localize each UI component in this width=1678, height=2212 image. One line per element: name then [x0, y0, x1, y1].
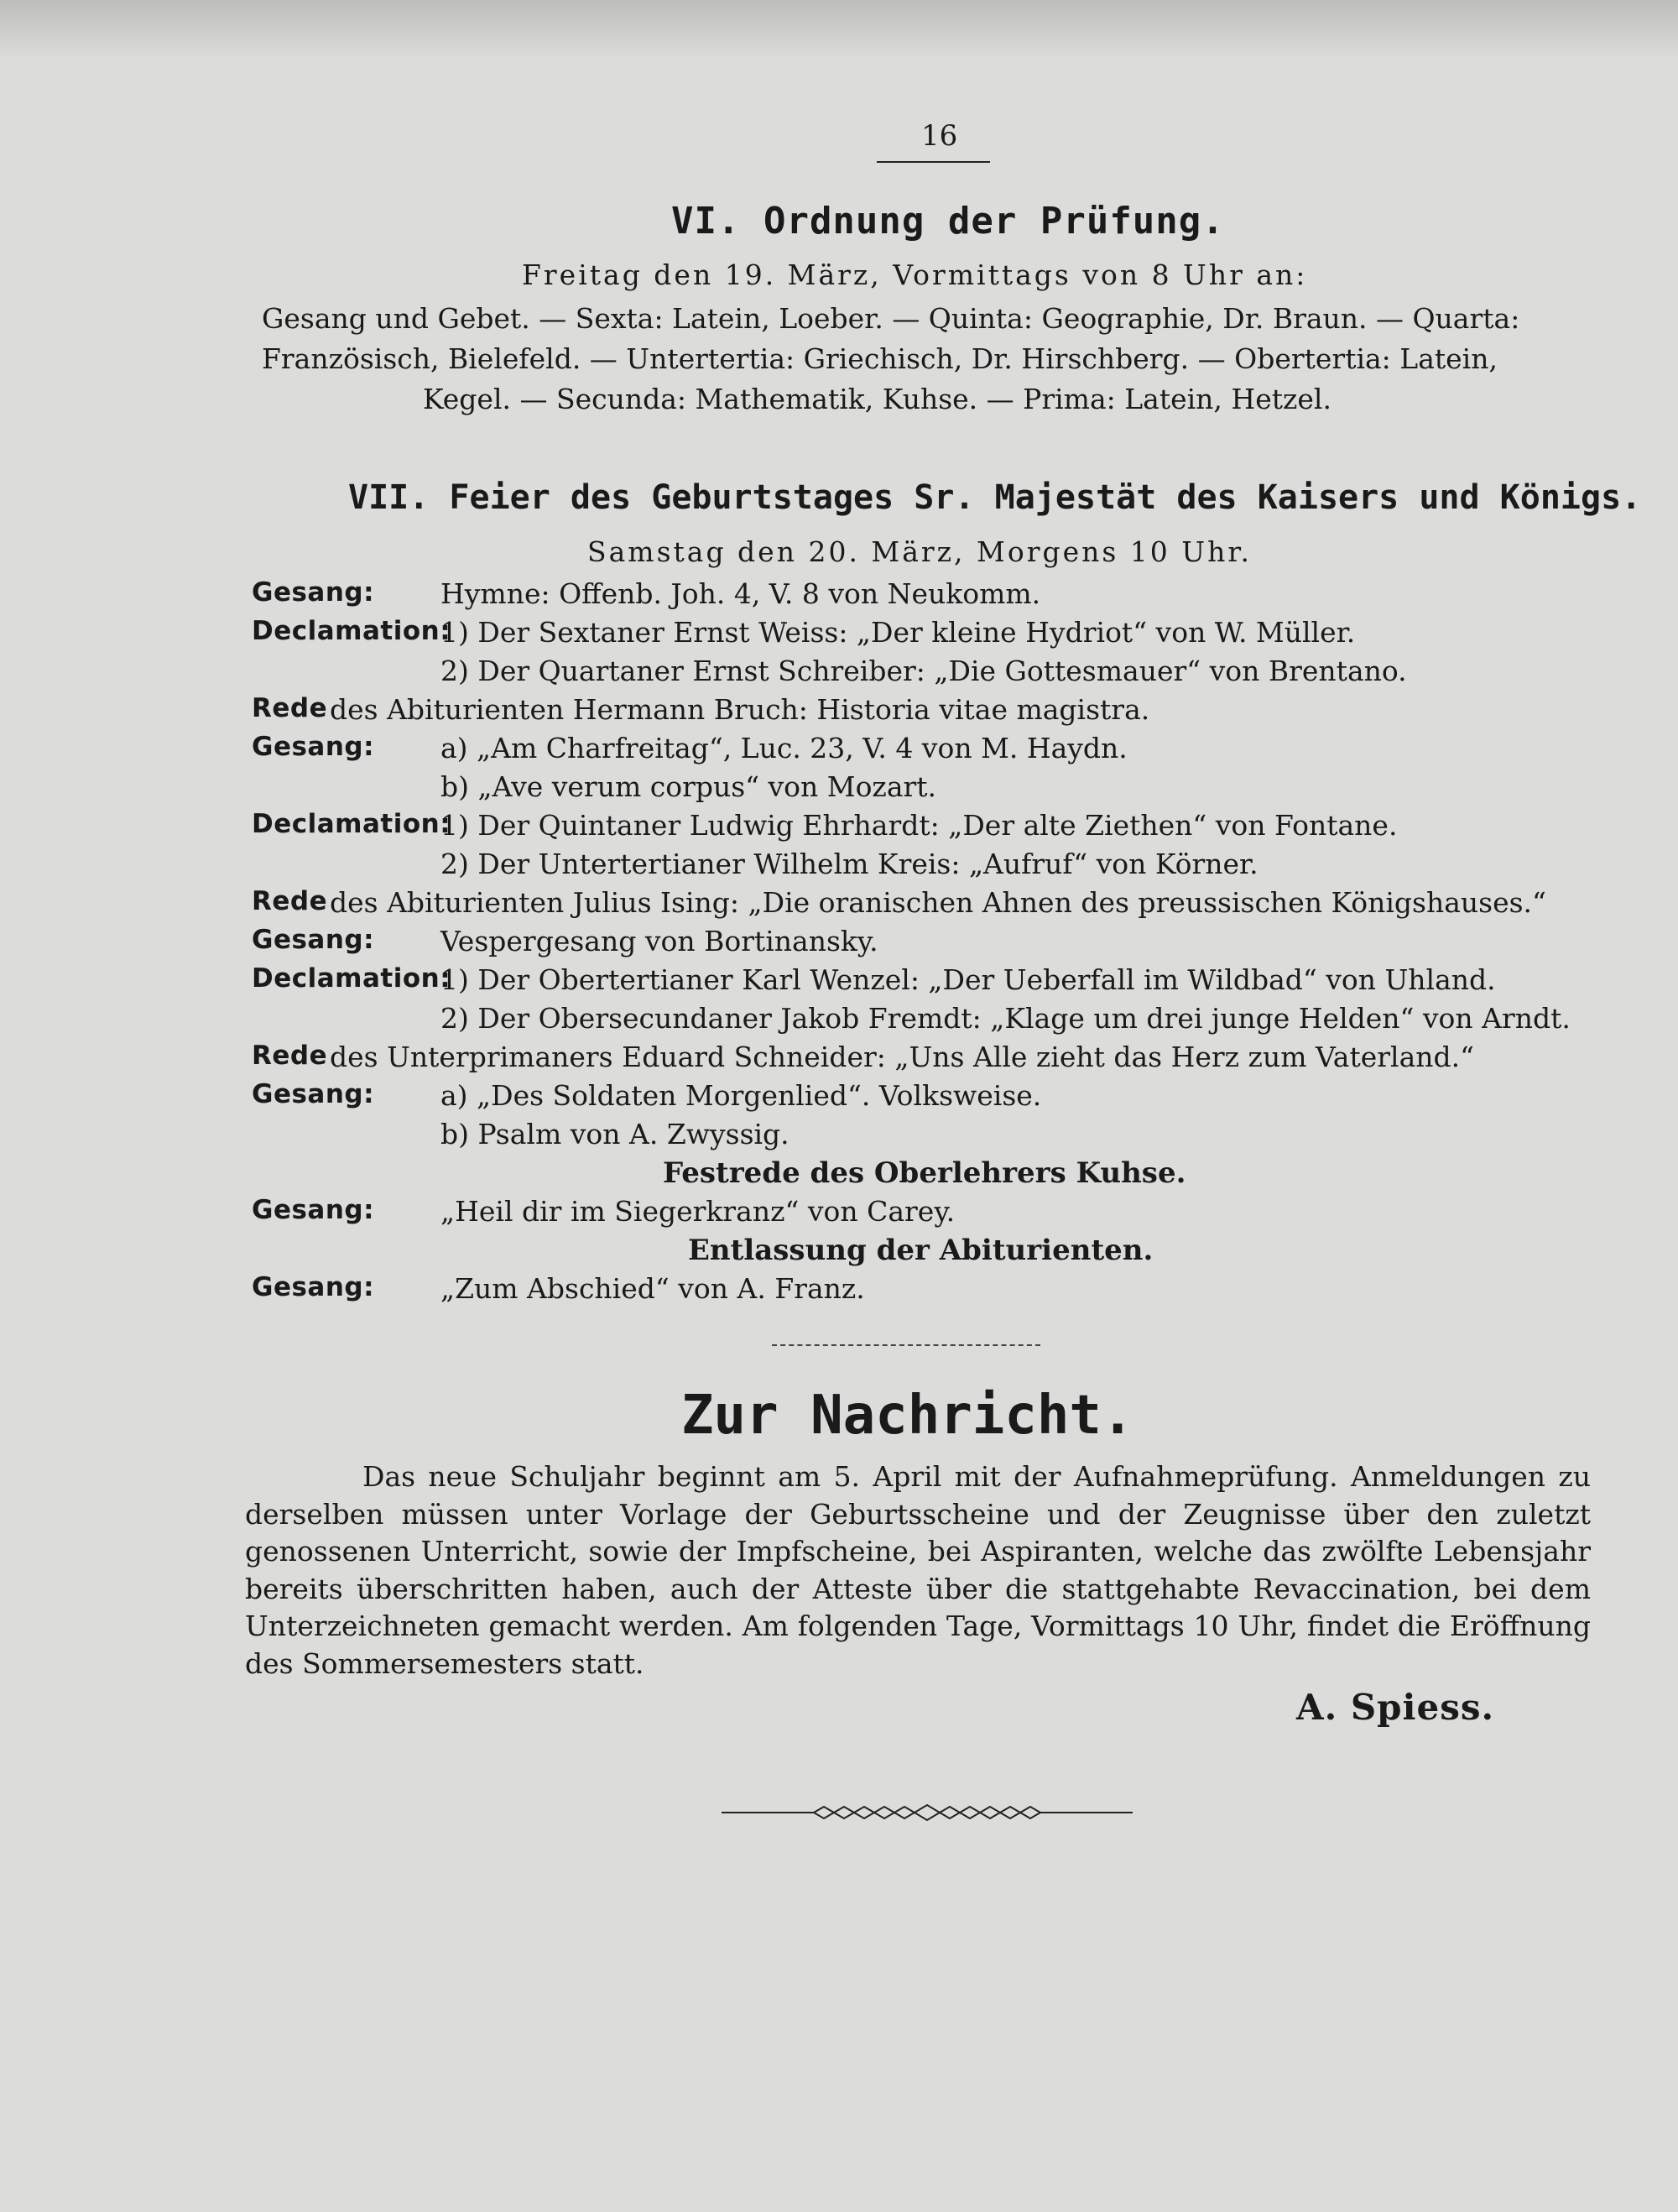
- section-6-date: Freitag den 19. März, Vormittags von 8 Uhr an:: [522, 258, 1308, 291]
- program-text: b) „Ave verum corpus“ von Mozart.: [440, 770, 937, 803]
- section-6-line: Kegel. — Secunda: Mathematik, Kuhse. — Prima: Latein, Hetzel.: [423, 383, 1331, 415]
- program-label: Declamation:: [252, 963, 451, 994]
- page-number-rule: [877, 161, 990, 163]
- section-6-line: Französisch, Bielefeld. — Untertertia: Griechisch, Dr. Hirschberg. — Obertertia: Latein,: [262, 342, 1498, 375]
- program-label: Gesang:: [252, 577, 374, 608]
- program-text: Vespergesang von Bortinansky.: [440, 925, 878, 957]
- section-7-date: Samstag den 20. März, Morgens 10 Uhr.: [587, 535, 1252, 568]
- section-6-title: VI. Ordnung der Prüfung.: [671, 200, 1225, 243]
- notice-title: Zur Nachricht.: [681, 1385, 1134, 1447]
- program-text: 1) Der Obertertianer Karl Wenzel: „Der Ueberfall im Wildbad“ von Uhland.: [440, 963, 1496, 996]
- program-label: Declamation:: [252, 809, 451, 839]
- program-label: Gesang:: [252, 1195, 374, 1225]
- festrede-line: Festrede des Oberlehrers Kuhse.: [663, 1156, 1186, 1190]
- program-text: des Abiturienten Julius Ising: „Die oranischen Ahnen des preussischen Königshauses.“: [330, 886, 1546, 919]
- program-text: b) Psalm von A. Zwyssig.: [440, 1118, 789, 1150]
- program-text: 2) Der Untertertianer Wilhelm Kreis: „Aufruf“ von Körner.: [440, 848, 1258, 880]
- program-text: des Abiturienten Hermann Bruch: Historia vitae magistra.: [330, 693, 1150, 726]
- page-number: 16: [921, 119, 958, 153]
- program-text: a) „Des Soldaten Morgenlied“. Volksweise.: [440, 1079, 1042, 1112]
- program-label: Gesang:: [252, 1272, 374, 1302]
- section-7-title: VII. Feier des Geburtstages Sr. Majestät des Kaisers und Königs.: [348, 478, 1642, 517]
- program-text: des Unterprimaners Eduard Schneider: „Uns Alle zieht das Herz zum Vaterland.“: [330, 1041, 1474, 1073]
- section-6-line: Gesang und Gebet. — Sexta: Latein, Loeber. — Quinta: Geographie, Dr. Braun. — Quarta:: [262, 302, 1520, 335]
- scan-edge: [0, 0, 1678, 59]
- program-text: a) „Am Charfreitag“, Luc. 23, V. 4 von M. Haydn.: [440, 732, 1128, 764]
- program-text: 1) Der Quintaner Ludwig Ehrhardt: „Der alte Ziethen“ von Fontane.: [440, 809, 1398, 842]
- program-label: Gesang:: [252, 1079, 374, 1109]
- program-text: „Zum Abschied“ von A. Franz.: [440, 1272, 865, 1305]
- program-text: Hymne: Offenb. Joh. 4, V. 8 von Neukomm.: [440, 577, 1041, 610]
- program-text: „Heil dir im Siegerkranz“ von Carey.: [440, 1195, 956, 1228]
- notice-paragraph: Das neue Schuljahr beginnt am 5. April mit der Aufnahmeprüfung. Anmeldungen zu derselben müssen unter Vorlage der Geburtsscheine und der Zeugnisse über den zuletzt genossenen Unterricht, sowie der Impfscheine, bei Aspiranten, welche das zwölfte Lebensjahr bereits überschritten haben, auch der Atteste über die stattgehabte Revaccination, bei dem Unterzeichneten gemacht werden. Am folgenden Tage, Vormittags 10 Uhr, findet die Eröffnung des Sommersemesters statt.: [245, 1460, 1591, 1680]
- notice-body: [245, 1458, 1591, 1682]
- entlassung-line: Entlassung der Abiturienten.: [688, 1234, 1154, 1267]
- program-label: Rede: [252, 886, 328, 916]
- program-label: Gesang:: [252, 732, 374, 762]
- program-text: 1) Der Sextaner Ernst Weiss: „Der kleine Hydriot“ von W. Müller.: [440, 616, 1356, 649]
- section-divider: [772, 1344, 1040, 1346]
- program-label: Rede: [252, 693, 328, 723]
- program-label: Gesang:: [252, 925, 374, 955]
- signature: A. Spiess.: [1296, 1687, 1495, 1728]
- program-label: Declamation:: [252, 616, 451, 646]
- program-label: Rede: [252, 1041, 328, 1071]
- program-text: 2) Der Obersecundaner Jakob Fremdt: „Klage um drei junge Helden“ von Arndt.: [440, 1002, 1571, 1035]
- program-text: 2) Der Quartaner Ernst Schreiber: „Die Gottesmauer“ von Brentano.: [440, 655, 1407, 687]
- ornament-rule: [722, 1802, 1133, 1823]
